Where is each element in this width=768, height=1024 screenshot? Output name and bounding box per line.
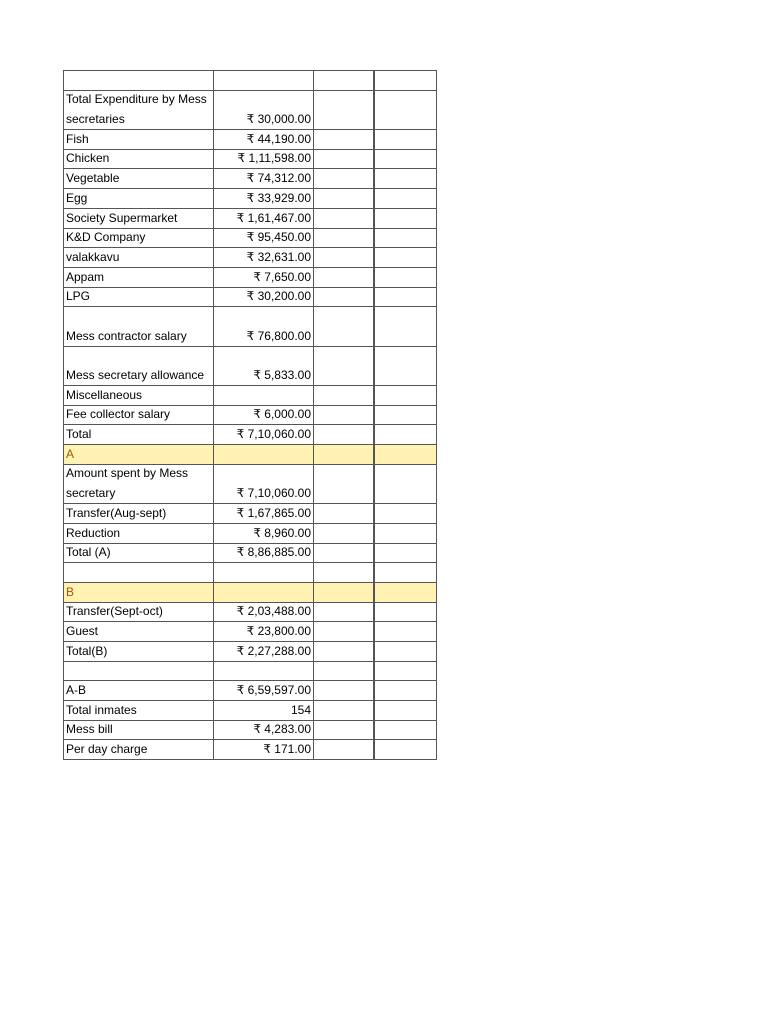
empty-cell[interactable] <box>375 189 437 208</box>
empty-cell[interactable] <box>375 642 437 661</box>
empty-cell[interactable] <box>314 91 375 129</box>
amount-cell[interactable]: ₹ 5,833.00 <box>214 347 314 385</box>
row-label-cell[interactable]: Total Expenditure by Mess secretaries <box>64 91 214 129</box>
table-row <box>64 288 437 308</box>
row-label-cell[interactable]: Guest <box>64 622 214 641</box>
row-label-cell[interactable]: Chicken <box>64 150 214 169</box>
empty-cell[interactable] <box>314 740 375 759</box>
empty-cell[interactable] <box>375 425 437 444</box>
empty-cell[interactable] <box>314 288 375 307</box>
amount-cell[interactable] <box>214 71 314 90</box>
table-row <box>64 524 437 544</box>
empty-cell[interactable] <box>375 347 437 385</box>
amount-cell[interactable]: ₹ 74,312.00 <box>214 169 314 188</box>
row-label-cell[interactable]: Mess bill <box>64 721 214 740</box>
empty-cell[interactable] <box>314 721 375 740</box>
empty-cell[interactable] <box>375 169 437 188</box>
row-label-cell[interactable]: Total (A) <box>64 544 214 563</box>
row-label-cell[interactable]: Transfer(Sept-oct) <box>64 603 214 622</box>
row-label-cell[interactable]: Appam <box>64 268 214 287</box>
empty-cell[interactable] <box>314 563 375 582</box>
empty-cell[interactable] <box>375 307 437 345</box>
row-label-cell[interactable]: Vegetable <box>64 169 214 188</box>
table-row <box>64 130 437 150</box>
spreadsheet-table <box>63 70 437 760</box>
table-row <box>64 91 437 130</box>
empty-cell[interactable] <box>375 662 437 681</box>
empty-cell[interactable] <box>375 721 437 740</box>
empty-cell[interactable] <box>314 189 375 208</box>
amount-cell[interactable]: ₹ 1,67,865.00 <box>214 504 314 523</box>
amount-cell[interactable]: ₹ 30,200.00 <box>214 288 314 307</box>
amount-cell[interactable] <box>214 662 314 681</box>
empty-cell[interactable] <box>314 603 375 622</box>
row-label-cell[interactable]: Total inmates <box>64 701 214 720</box>
empty-cell[interactable] <box>375 406 437 425</box>
amount-cell[interactable]: ₹ 33,929.00 <box>214 189 314 208</box>
empty-cell[interactable] <box>375 386 437 405</box>
table-row <box>64 248 437 268</box>
section-header-row <box>64 445 437 465</box>
empty-cell[interactable] <box>314 504 375 523</box>
empty-cell[interactable] <box>375 130 437 149</box>
amount-cell[interactable]: ₹ 8,86,885.00 <box>214 544 314 563</box>
table-row <box>64 642 437 662</box>
amount-cell[interactable]: 154 <box>214 701 314 720</box>
row-label-cell[interactable]: Egg <box>64 189 214 208</box>
table-row <box>64 307 437 346</box>
row-label-cell[interactable]: Fish <box>64 130 214 149</box>
amount-cell[interactable]: ₹ 6,000.00 <box>214 406 314 425</box>
empty-cell[interactable] <box>314 130 375 149</box>
row-label-cell[interactable]: Miscellaneous <box>64 386 214 405</box>
empty-cell[interactable] <box>375 288 437 307</box>
amount-cell[interactable]: ₹ 23,800.00 <box>214 622 314 641</box>
row-label-cell[interactable]: A <box>64 445 214 464</box>
row-label-cell[interactable]: Society Supermarket <box>64 209 214 228</box>
table-row <box>64 504 437 524</box>
empty-cell[interactable] <box>375 209 437 228</box>
row-label-cell[interactable]: LPG <box>64 288 214 307</box>
empty-cell[interactable] <box>314 307 375 345</box>
empty-cell[interactable] <box>375 740 437 759</box>
table-row <box>64 622 437 642</box>
amount-cell[interactable] <box>214 583 314 602</box>
table-row <box>64 603 437 623</box>
row-label-cell[interactable]: Total(B) <box>64 642 214 661</box>
row-label-cell[interactable] <box>64 563 214 582</box>
empty-cell[interactable] <box>314 209 375 228</box>
empty-cell[interactable] <box>314 71 375 90</box>
amount-cell[interactable]: ₹ 30,000.00 <box>214 91 314 129</box>
table-row <box>64 347 437 386</box>
table-row <box>64 721 437 741</box>
row-label-cell[interactable]: Reduction <box>64 524 214 543</box>
empty-cell[interactable] <box>375 71 437 90</box>
empty-cell[interactable] <box>314 544 375 563</box>
row-label-cell[interactable]: A-B <box>64 681 214 700</box>
empty-cell[interactable] <box>314 386 375 405</box>
row-label-cell[interactable] <box>64 71 214 90</box>
empty-cell[interactable] <box>314 465 375 503</box>
row-label-cell[interactable]: Mess secretary allowance <box>64 347 214 385</box>
table-row <box>64 465 437 504</box>
amount-cell[interactable]: ₹ 2,27,288.00 <box>214 642 314 661</box>
amount-cell[interactable]: ₹ 32,631.00 <box>214 248 314 267</box>
empty-cell[interactable] <box>314 445 375 464</box>
empty-cell[interactable] <box>314 662 375 681</box>
empty-cell[interactable] <box>314 622 375 641</box>
row-label-cell[interactable]: Fee collector salary <box>64 406 214 425</box>
empty-cell[interactable] <box>314 406 375 425</box>
table-row <box>64 544 437 564</box>
empty-cell[interactable] <box>375 248 437 267</box>
empty-cell[interactable] <box>375 229 437 248</box>
amount-cell[interactable]: ₹ 76,800.00 <box>214 307 314 345</box>
row-label-cell[interactable]: K&D Company <box>64 229 214 248</box>
amount-cell[interactable]: ₹ 44,190.00 <box>214 130 314 149</box>
row-label-cell[interactable]: Per day charge <box>64 740 214 759</box>
empty-cell[interactable] <box>375 504 437 523</box>
table-row <box>64 386 437 406</box>
empty-cell[interactable] <box>375 268 437 287</box>
empty-cell[interactable] <box>314 347 375 385</box>
row-label-cell[interactable]: Total <box>64 425 214 444</box>
row-label-cell[interactable]: Transfer(Aug-sept) <box>64 504 214 523</box>
amount-cell[interactable]: ₹ 7,10,060.00 <box>214 425 314 444</box>
amount-cell[interactable] <box>214 386 314 405</box>
table-row <box>64 169 437 189</box>
empty-cell[interactable] <box>375 445 437 464</box>
empty-cell[interactable] <box>314 248 375 267</box>
table-row <box>64 662 437 682</box>
empty-cell[interactable] <box>375 91 437 129</box>
amount-cell[interactable] <box>214 563 314 582</box>
section-header-row <box>64 583 437 603</box>
table-row <box>64 150 437 170</box>
amount-cell[interactable]: ₹ 7,650.00 <box>214 268 314 287</box>
table-row <box>64 740 437 760</box>
empty-cell[interactable] <box>375 563 437 582</box>
amount-cell[interactable]: ₹ 7,10,060.00 <box>214 465 314 503</box>
amount-cell[interactable]: ₹ 95,450.00 <box>214 229 314 248</box>
amount-cell[interactable]: ₹ 8,960.00 <box>214 524 314 543</box>
amount-cell[interactable] <box>214 445 314 464</box>
empty-cell[interactable] <box>314 425 375 444</box>
empty-cell[interactable] <box>314 268 375 287</box>
amount-cell[interactable]: ₹ 6,59,597.00 <box>214 681 314 700</box>
table-row <box>64 701 437 721</box>
empty-cell[interactable] <box>375 150 437 169</box>
empty-cell[interactable] <box>314 701 375 720</box>
table-row <box>64 209 437 229</box>
empty-cell[interactable] <box>314 150 375 169</box>
table-row <box>64 563 437 583</box>
table-row <box>64 229 437 249</box>
amount-cell[interactable]: ₹ 1,61,467.00 <box>214 209 314 228</box>
empty-cell[interactable] <box>375 524 437 543</box>
amount-cell[interactable]: ₹ 4,283.00 <box>214 721 314 740</box>
row-label-cell[interactable]: B <box>64 583 214 602</box>
empty-cell[interactable] <box>375 603 437 622</box>
table-row <box>64 268 437 288</box>
empty-cell[interactable] <box>375 583 437 602</box>
table-row <box>64 406 437 426</box>
row-label-cell[interactable] <box>64 662 214 681</box>
row-label-cell[interactable]: Amount spent by Mess secretary <box>64 465 214 503</box>
table-row <box>64 71 437 91</box>
empty-cell[interactable] <box>375 701 437 720</box>
empty-cell[interactable] <box>375 622 437 641</box>
empty-cell[interactable] <box>314 169 375 188</box>
amount-cell[interactable]: ₹ 1,11,598.00 <box>214 150 314 169</box>
table-row <box>64 189 437 209</box>
empty-cell[interactable] <box>314 642 375 661</box>
amount-cell[interactable]: ₹ 2,03,488.00 <box>214 603 314 622</box>
empty-cell[interactable] <box>375 681 437 700</box>
table-row <box>64 425 437 445</box>
table-row <box>64 681 437 701</box>
row-label-cell[interactable]: valakkavu <box>64 248 214 267</box>
empty-cell[interactable] <box>314 681 375 700</box>
empty-cell[interactable] <box>314 583 375 602</box>
empty-cell[interactable] <box>314 524 375 543</box>
row-label-cell[interactable]: Mess contractor salary <box>64 307 214 345</box>
amount-cell[interactable]: ₹ 171.00 <box>214 740 314 759</box>
empty-cell[interactable] <box>314 229 375 248</box>
empty-cell[interactable] <box>375 465 437 503</box>
empty-cell[interactable] <box>375 544 437 563</box>
